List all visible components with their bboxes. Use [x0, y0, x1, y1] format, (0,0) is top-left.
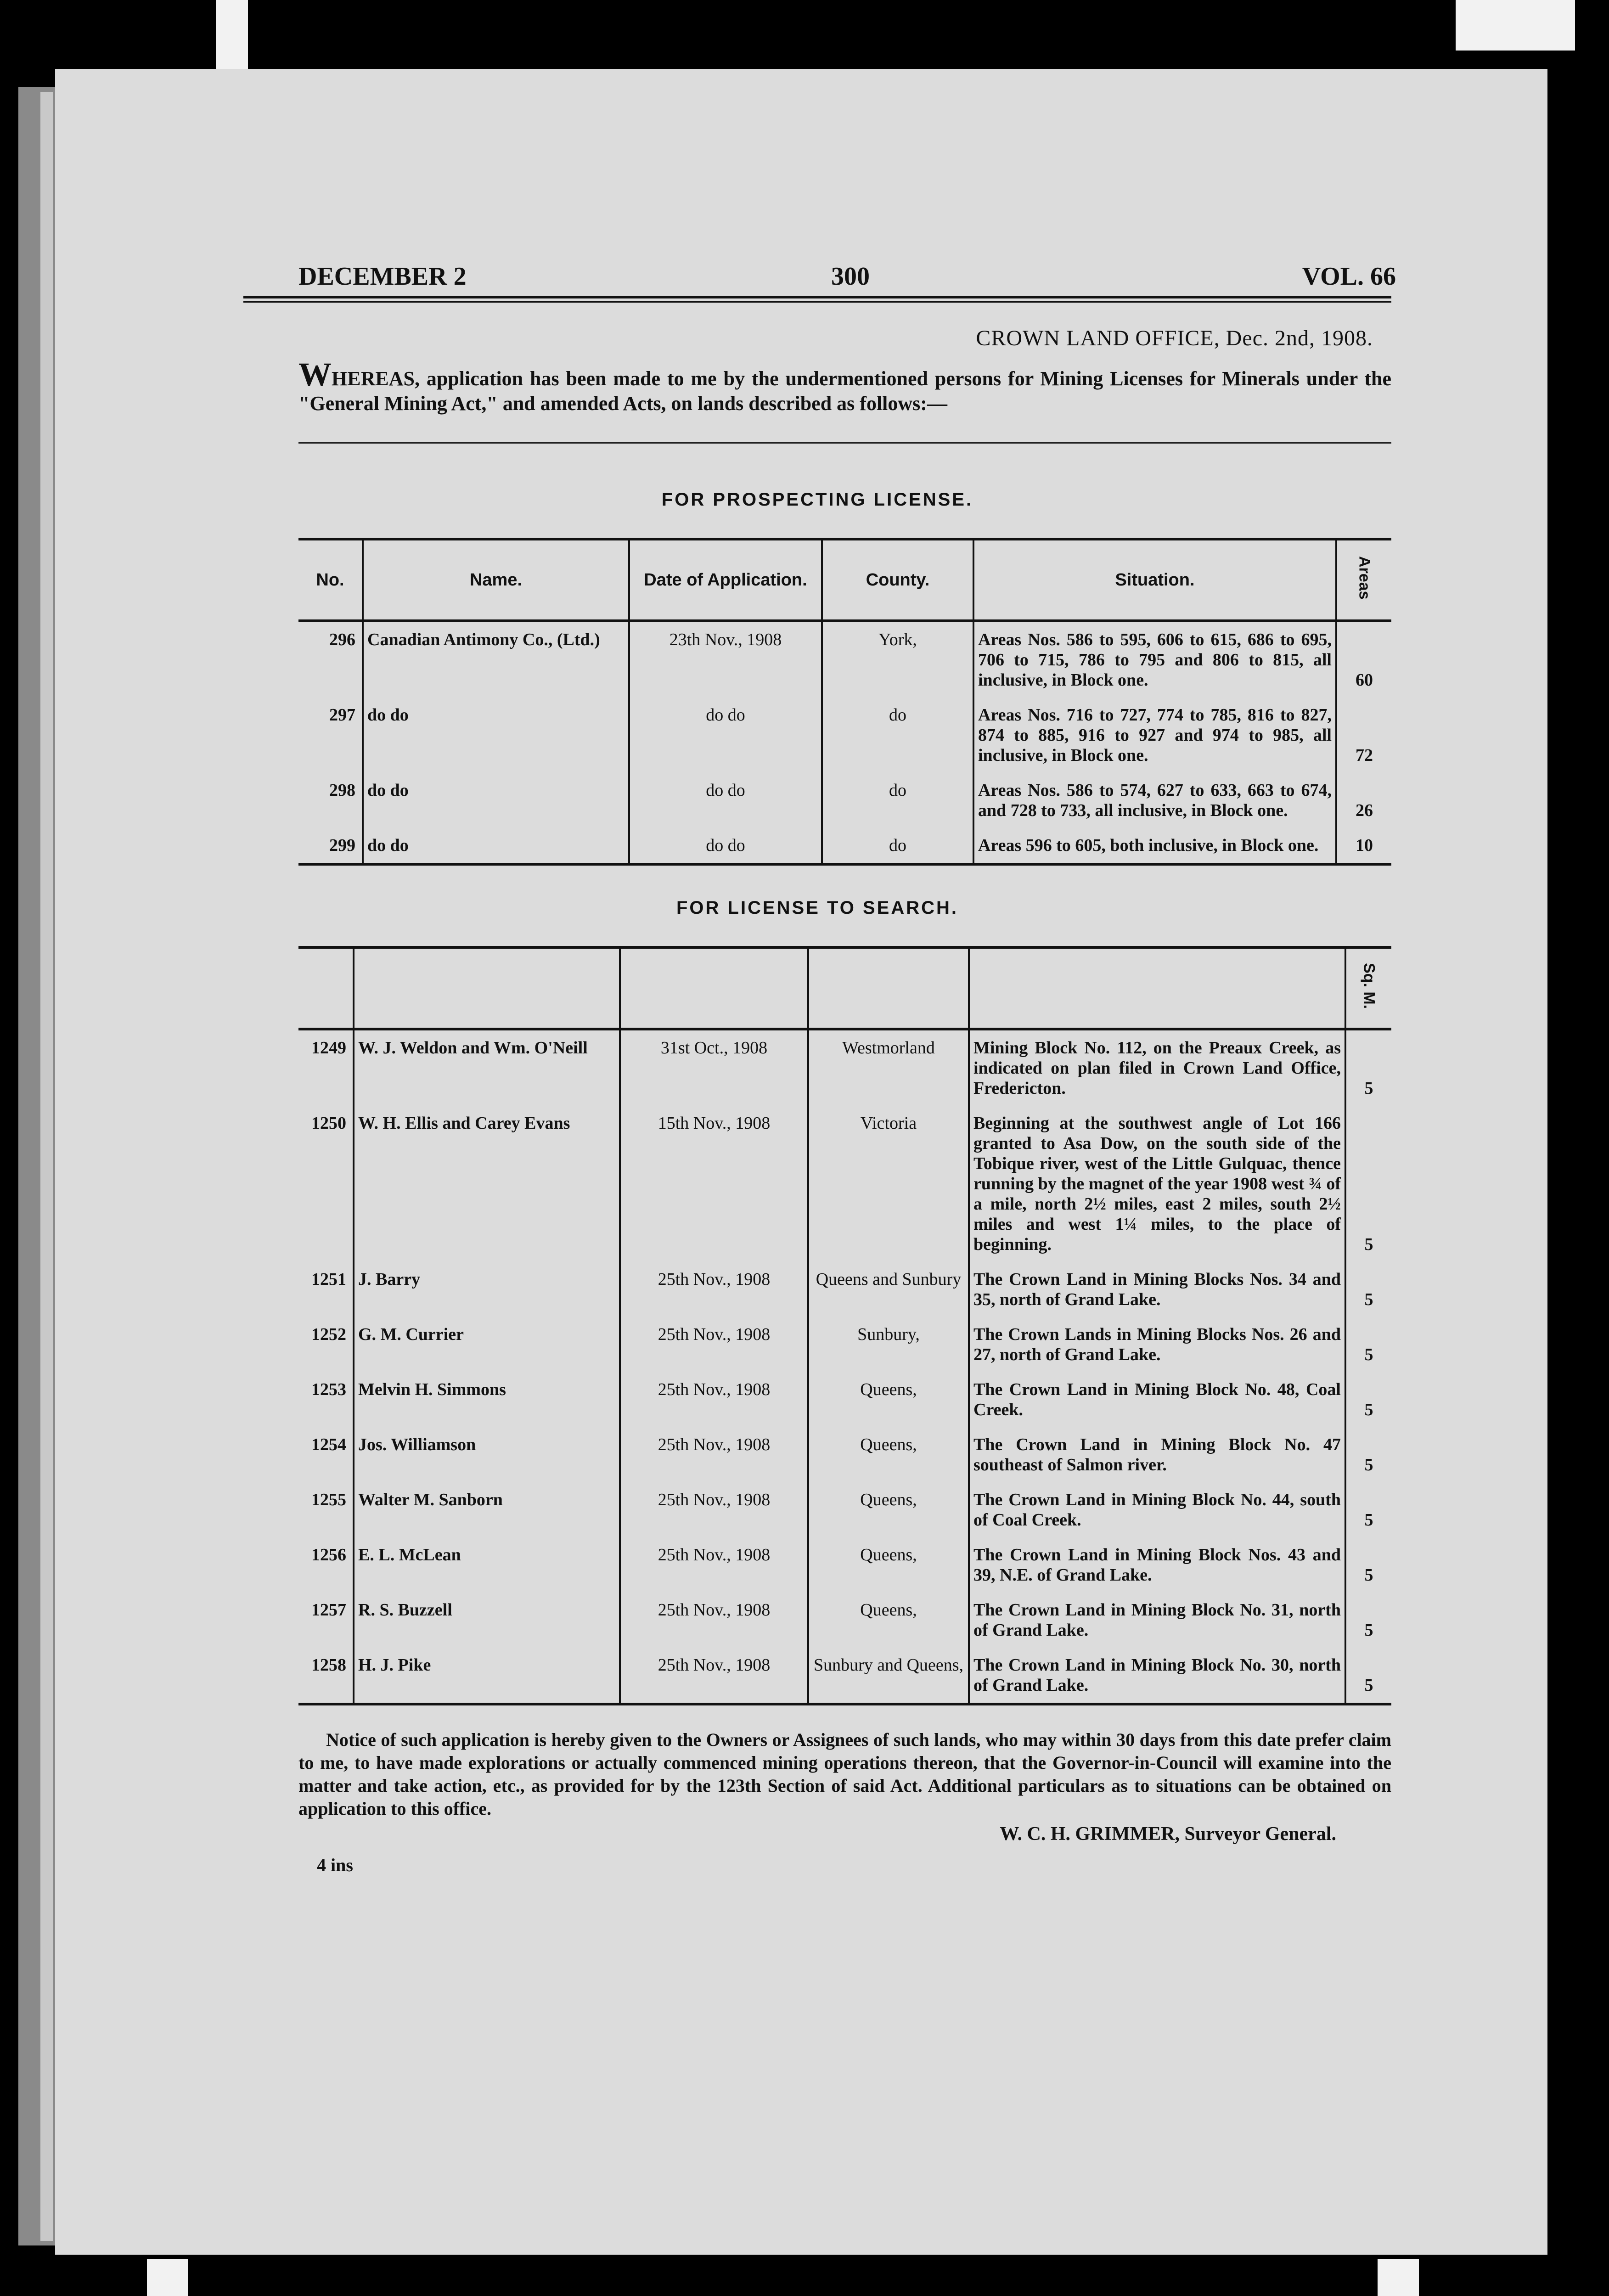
row-area: 5	[1345, 1317, 1391, 1372]
table-row	[298, 1372, 1391, 1427]
row-area: 5	[1345, 1262, 1391, 1317]
page-content	[243, 257, 1396, 1876]
paper-tab	[1378, 2259, 1419, 2296]
col-county: County.	[822, 539, 973, 621]
row-county: do	[822, 828, 973, 864]
row-name: G. M. Currier	[354, 1317, 620, 1372]
row-situation: Areas Nos. 586 to 595, 606 to 615, 686 to 695, 706 to 715, 786 to 795 and 806 to 815, all inclusive, in Block one.	[973, 621, 1336, 698]
row-name: E. L. McLean	[354, 1537, 620, 1593]
row-name: do do	[363, 773, 629, 828]
row-county: Westmorland	[808, 1029, 969, 1106]
row-county: Queens,	[808, 1482, 969, 1537]
table-row	[298, 828, 1391, 864]
col-no: No.	[298, 539, 363, 621]
row-area: 72	[1336, 698, 1391, 773]
table-row	[298, 1317, 1391, 1372]
row-situation: The Crown Land in Mining Block No. 47 southeast of Salmon river.	[969, 1427, 1345, 1482]
row-date: 25th Nov., 1908	[620, 1537, 808, 1593]
prospecting-table	[298, 538, 1391, 866]
row-county: do	[822, 698, 973, 773]
section-rule	[298, 442, 1391, 444]
row-name: do do	[363, 828, 629, 864]
row-situation: The Crown Land in Mining Block Nos. 43 and 39, N.E. of Grand Lake.	[969, 1537, 1345, 1593]
table-row	[298, 1427, 1391, 1482]
row-date: 25th Nov., 1908	[620, 1648, 808, 1704]
row-county: Queens,	[808, 1372, 969, 1427]
row-county: York,	[822, 621, 973, 698]
row-date: 23th Nov., 1908	[629, 621, 822, 698]
row-name: W. H. Ellis and Carey Evans	[354, 1106, 620, 1262]
search-title: FOR LICENSE TO SEARCH.	[676, 898, 958, 918]
paper-tab	[216, 0, 248, 69]
row-date: do do	[629, 698, 822, 773]
header-rule	[243, 296, 1391, 303]
row-number: 296	[329, 630, 355, 649]
row-date: 25th Nov., 1908	[620, 1317, 808, 1372]
row-situation: The Crown Land in Mining Block No. 31, north of Grand Lake.	[969, 1593, 1345, 1648]
row-situation: The Crown Lands in Mining Blocks Nos. 26 and 27, north of Grand Lake.	[969, 1317, 1345, 1372]
row-number: 1254	[311, 1435, 346, 1454]
row-number: 298	[329, 781, 355, 800]
row-situation: The Crown Land in Mining Block No. 44, south of Coal Creek.	[969, 1482, 1345, 1537]
row-date: 25th Nov., 1908	[620, 1262, 808, 1317]
row-county: Victoria	[808, 1106, 969, 1262]
table-row	[298, 1593, 1391, 1648]
row-county: Queens and Sunbury	[808, 1262, 969, 1317]
row-area: 5	[1345, 1648, 1391, 1704]
row-date: 25th Nov., 1908	[620, 1482, 808, 1537]
row-date: 25th Nov., 1908	[620, 1372, 808, 1427]
row-area: 26	[1336, 773, 1391, 828]
row-number: 1250	[311, 1114, 346, 1133]
table-row	[298, 1537, 1391, 1593]
intro-paragraph	[298, 356, 1391, 416]
table-row	[298, 698, 1391, 773]
row-number: 1258	[298, 1648, 354, 1704]
row-name: Canadian Antimony Co., (Ltd.)	[363, 621, 629, 698]
row-name: W. J. Weldon and Wm. O'Neill	[354, 1029, 620, 1106]
row-area: 5	[1345, 1427, 1391, 1482]
row-date: 15th Nov., 1908	[620, 1106, 808, 1262]
row-area: 10	[1336, 828, 1391, 864]
col-name: Name.	[363, 539, 629, 621]
page-edge	[40, 92, 53, 2241]
office-dateline: CROWN LAND OFFICE, Dec. 2nd, 1908.	[976, 326, 1373, 350]
volume-label: VOL. 66	[1302, 262, 1396, 291]
row-area: 60	[1336, 621, 1391, 698]
row-county: Queens,	[808, 1593, 969, 1648]
row-area: 5	[1345, 1593, 1391, 1648]
row-number: 1253	[311, 1380, 346, 1399]
row-county: Sunbury,	[808, 1317, 969, 1372]
table-row	[298, 621, 1391, 698]
row-number: 1257	[311, 1600, 346, 1620]
row-number: 1251	[311, 1270, 346, 1289]
prospecting-title: FOR PROSPECTING LICENSE.	[661, 490, 973, 510]
header-date: DECEMBER 2	[298, 262, 467, 291]
row-situation: The Crown Land in Mining Block No. 48, Coal Creek.	[969, 1372, 1345, 1427]
row-county: Sunbury and Queens,	[808, 1648, 969, 1704]
row-county: do	[822, 773, 973, 828]
row-area: 5	[1345, 1482, 1391, 1537]
row-date: 31st Oct., 1908	[620, 1029, 808, 1106]
search-table	[298, 946, 1391, 1705]
col-date: Date of Application.	[629, 539, 822, 621]
footer-mark: 4 ins	[317, 1855, 353, 1875]
row-situation: Beginning at the southwest angle of Lot 166 granted to Asa Dow, on the south side of the Tobique river, west of the Little Gulquac, thence running by the magnet of the year 1908 west ¾ of a mile, north 2½ miles, east 2 miles, south 2½ miles and west 1¼ miles, to the place of beginning.	[969, 1106, 1345, 1262]
row-situation: The Crown Land in Mining Blocks Nos. 34 and 35, north of Grand Lake.	[969, 1262, 1345, 1317]
row-date: do do	[629, 828, 822, 864]
paper-tab	[1456, 0, 1575, 51]
row-number: 1252	[311, 1325, 346, 1344]
row-area: 5	[1345, 1537, 1391, 1593]
table-row	[298, 1106, 1391, 1262]
col-situation: Situation.	[973, 539, 1336, 621]
table-row	[298, 1482, 1391, 1537]
signature: W. C. H. GRIMMER, Surveyor General.	[1000, 1823, 1336, 1845]
page-number: 300	[831, 262, 870, 291]
row-number: 1256	[311, 1545, 346, 1564]
row-name: J. Barry	[354, 1262, 620, 1317]
intro-text: HEREAS, application has been made to me by the undermentioned persons for Mining Licenses for Minerals under the "General Mining Act," and amended Acts, on lands described as follows:—	[298, 367, 1391, 415]
row-situation: Areas Nos. 716 to 727, 774 to 785, 816 to 827, 874 to 885, 916 to 927 and 974 to 985, all inclusive, in Block one.	[973, 698, 1336, 773]
drop-cap: W	[298, 356, 332, 393]
row-name: Walter M. Sanborn	[354, 1482, 620, 1537]
row-area: 5	[1345, 1029, 1391, 1106]
col-areas: Areas	[1336, 539, 1391, 621]
row-date: do do	[629, 773, 822, 828]
row-name: Jos. Williamson	[354, 1427, 620, 1482]
row-name: do do	[363, 698, 629, 773]
row-number: 1255	[311, 1490, 346, 1509]
row-number: 1249	[311, 1038, 346, 1058]
row-situation: Areas Nos. 586 to 574, 627 to 633, 663 to 674, and 728 to 733, all inclusive, in Block one.	[973, 773, 1336, 828]
row-number: 297	[329, 705, 355, 725]
row-name: R. S. Buzzell	[354, 1593, 620, 1648]
document-page	[55, 69, 1547, 2255]
table-row	[298, 1262, 1391, 1317]
row-date: 25th Nov., 1908	[620, 1427, 808, 1482]
row-date: 25th Nov., 1908	[620, 1593, 808, 1648]
row-situation: Areas 596 to 605, both inclusive, in Block one.	[973, 828, 1336, 864]
paper-tab	[147, 2259, 188, 2296]
table-row	[298, 773, 1391, 828]
row-name: H. J. Pike	[354, 1648, 620, 1704]
col-sq-m: Sq. M.	[1345, 947, 1391, 1029]
row-area: 5	[1345, 1372, 1391, 1427]
row-name: Melvin H. Simmons	[354, 1372, 620, 1427]
running-header	[243, 257, 1396, 294]
notice-paragraph: Notice of such application is hereby given to the Owners or Assignees of such lands, who may within 30 days from this date prefer claim to me, to have made explorations or actually commenced mining operations thereon, that the Governor-in-Council will examine into the matter and take action, etc., as provided for by the 123th Section of said Act. Additional particulars as to situations can be obtained on application to this office.	[298, 1729, 1391, 1819]
row-county: Queens,	[808, 1427, 969, 1482]
row-situation: Mining Block No. 112, on the Preaux Creek, as indicated on plan filed in Crown Land Office, Fredericton.	[969, 1029, 1345, 1106]
row-situation: The Crown Land in Mining Block No. 30, north of Grand Lake.	[969, 1648, 1345, 1704]
table-row	[298, 1029, 1391, 1106]
table-row	[298, 1648, 1391, 1704]
row-number: 299	[298, 828, 363, 864]
row-county: Queens,	[808, 1537, 969, 1593]
row-area: 5	[1345, 1106, 1391, 1262]
